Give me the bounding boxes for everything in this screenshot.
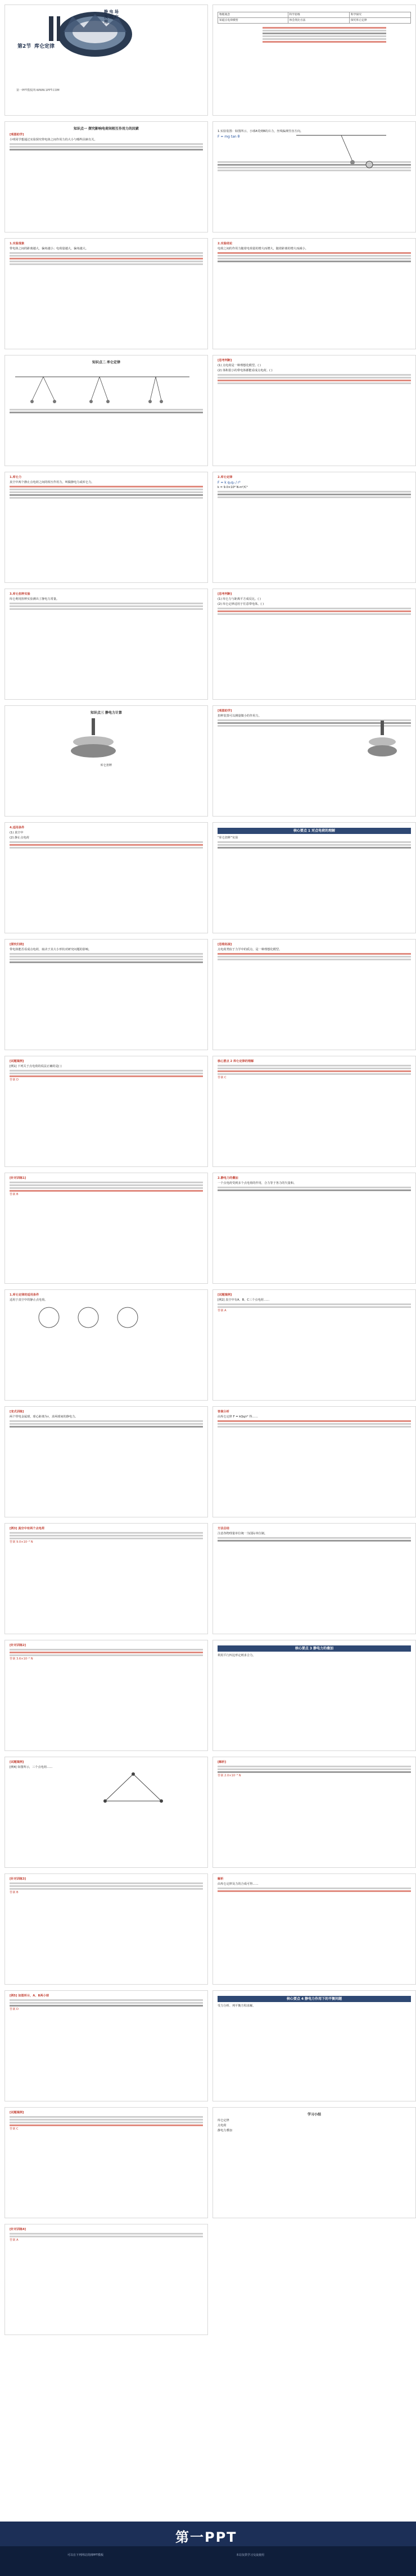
body-text: 注意各物理量单位统一为国际单位制。	[218, 1532, 268, 1535]
vertical-banner	[104, 10, 121, 25]
section-heading: 方法总结	[218, 1527, 229, 1530]
table-cell: 科学思维	[288, 12, 349, 18]
slide-39[interactable]	[4, 2224, 208, 2335]
section-heading: [观图助学]	[218, 709, 232, 713]
text-placeholder	[10, 1182, 203, 1192]
text-placeholder	[10, 1999, 203, 2007]
text-placeholder	[263, 27, 386, 43]
text-placeholder	[10, 1649, 203, 1656]
text-placeholder	[218, 1766, 411, 1773]
text-placeholder	[218, 1065, 411, 1075]
text-placeholder	[218, 1187, 411, 1191]
section-heading: 核心要点 2 库仑定律的理解	[218, 1060, 254, 1063]
table-cell: 知道点电荷模型	[218, 18, 288, 24]
text-placeholder	[218, 608, 411, 615]
answer-text: 答案 9.0×10⁻³ N	[10, 1540, 33, 1544]
text-placeholder	[218, 1537, 411, 1542]
banner-text: 静	[104, 10, 108, 14]
torsion-balance-icon	[66, 717, 122, 762]
slide-12[interactable]	[212, 589, 416, 700]
text-placeholder	[10, 841, 203, 849]
slide-7[interactable]	[4, 355, 208, 466]
footer-left-note: 可以在下列网站找到PPT模板	[67, 2554, 104, 2557]
banner-text: 应	[114, 15, 119, 19]
chapter-number: 第2节	[17, 44, 31, 49]
text-placeholder	[218, 491, 411, 498]
slide-25[interactable]	[4, 1406, 208, 1517]
section-heading: [试题案例]	[10, 1060, 24, 1063]
pendulum-row-diagram	[10, 372, 195, 406]
banner-text: 及	[104, 15, 108, 19]
answer-text: 答案 B	[10, 1193, 19, 1196]
answer-text: 答案 D	[10, 2008, 19, 2011]
body-text: 电荷之间的作用力随着电荷量的增大而增大，随着距离的增大而减小。	[218, 247, 308, 250]
banner-text: 场	[114, 10, 119, 14]
body-text: 由库仑定律及力的合成可得……	[218, 1882, 259, 1886]
body-text: 适用于真空中的静止点电荷。	[10, 1298, 48, 1302]
text-placeholder	[10, 1070, 203, 1077]
text-placeholder	[218, 1420, 411, 1428]
question-text: [例4] 如图所示，三个点电荷……	[10, 1766, 53, 1769]
slide-14[interactable]	[212, 705, 416, 817]
section-heading: [思考判断]	[218, 359, 232, 362]
body-text: 小明同学想通过实验探究带电体之间作用力的大小与哪些因素有关。	[10, 138, 97, 142]
slide-32[interactable]	[212, 1757, 416, 1868]
slide-13[interactable]	[4, 705, 208, 817]
section-heading: [思维拓展]	[218, 943, 232, 946]
list-item: (2) 静止点电荷	[10, 836, 29, 840]
table-cell: 科学探究	[349, 12, 410, 18]
slide-10[interactable]	[212, 472, 416, 583]
body-text: 带电体能否看成点电荷，取决于其大小形状对研究问题的影响。	[10, 948, 92, 951]
section-heading: [变式训练]	[10, 1410, 24, 1414]
banner-text: 其	[109, 15, 114, 19]
body-text: 由库仑定律 F = kQq/r² 得……	[218, 1415, 258, 1419]
answer-text: 答案 B	[10, 1891, 19, 1894]
objectives-table	[218, 12, 411, 24]
slide-35[interactable]	[4, 1990, 208, 2101]
answer-text: 答案 D	[10, 1078, 19, 1082]
torsion-balance-icon	[366, 721, 400, 760]
section-heading: 2.静电力的叠加	[218, 1177, 238, 1180]
section-heading: 1.库仑定律的适用条件	[10, 1293, 39, 1297]
knowledge-title: 知识点一 探究影响电荷间相互作用力的因素	[73, 127, 139, 131]
triangle-charges-diagram	[100, 1771, 167, 1804]
body-text: 两个带电金属球，球心距离为r，求两球间的静电力。	[10, 1415, 78, 1419]
slide-33[interactable]	[4, 1873, 208, 1985]
slide-11[interactable]	[4, 589, 208, 700]
slide-19[interactable]	[4, 1056, 208, 1167]
text-placeholder	[10, 143, 203, 151]
body-text: 库仑利用扭秤实验测出了静电力常量。	[10, 598, 60, 601]
text-placeholder	[218, 374, 411, 384]
slide-9[interactable]	[4, 472, 208, 583]
footer-banner	[0, 2522, 416, 2576]
knowledge-title: 知识点三 静电力计算	[90, 711, 123, 715]
section-heading: [针对训练4]	[10, 2228, 26, 2231]
section-heading: 4.适用条件	[10, 826, 25, 829]
slide-23[interactable]	[4, 1289, 208, 1401]
text-placeholder	[10, 2233, 203, 2237]
list-item: 静电力叠加	[218, 2129, 232, 2132]
slide-27[interactable]	[4, 1523, 208, 1634]
text-placeholder	[218, 1303, 411, 1308]
text-placeholder	[10, 603, 203, 610]
formula: F = mg tan θ	[218, 135, 240, 139]
slide-18[interactable]	[212, 939, 416, 1050]
section-heading: 2.实验结论	[218, 242, 233, 245]
section-heading: [针对训练2]	[10, 1644, 26, 1647]
text-placeholder	[218, 841, 411, 849]
slide-26[interactable]	[212, 1406, 416, 1517]
body-text: 受力分析、列平衡方程求解。	[218, 2004, 256, 2008]
text-placeholder	[10, 1882, 203, 1890]
section-heading: [针对训练3]	[10, 1877, 26, 1881]
section-heading: [试题案例]	[10, 2111, 24, 2114]
section-heading: [例5] 如图所示，A、B两小球	[10, 1994, 49, 1998]
slide-24[interactable]	[212, 1289, 416, 1401]
body-text: 一个点电荷受到多个点电荷的作用，合力等于各力的矢量和。	[218, 1182, 297, 1185]
section-heading: [针对训练1]	[10, 1177, 26, 1180]
text-placeholder	[10, 486, 203, 499]
question-item: (1) 点电荷是一种理想化模型。( )	[218, 364, 261, 367]
slide-34[interactable]	[212, 1873, 416, 1985]
body-text: 利用平行四边形定则求合力。	[218, 1654, 256, 1657]
slide-17[interactable]	[4, 939, 208, 1050]
text-placeholder	[218, 953, 411, 960]
slide-6[interactable]	[212, 238, 416, 349]
slide-21[interactable]	[4, 1173, 208, 1284]
slide-20[interactable]	[212, 1056, 416, 1167]
slide-4[interactable]	[212, 121, 416, 232]
section-heading: [例3] 真空中有两个点电荷	[10, 1527, 45, 1530]
body-text: 带电体之间的距离越大，偏角越小；电荷量越大，偏角越大。	[10, 247, 89, 250]
list-item: 库仑定律	[218, 2119, 229, 2122]
text-placeholder	[10, 1532, 203, 1539]
body-text: “库仑扭秤”实验	[218, 836, 238, 840]
site-url: 第一PPT模板网-WWW.1PPT.COM	[16, 89, 60, 92]
slide-38[interactable]	[212, 2107, 416, 2218]
answer-text: 答案 3.6×10⁻² N	[10, 1657, 33, 1661]
core-banner: 核心要点 1 对点电荷的理解	[218, 828, 411, 834]
formula: F = k q₁q₂ / r²	[218, 481, 241, 485]
section-heading: 答案分析	[218, 1410, 229, 1414]
slide-30[interactable]	[212, 1640, 416, 1751]
footer-right-note: 本站仅供学习交流使用	[236, 2554, 265, 2557]
slide-16[interactable]	[212, 822, 416, 933]
section-label: [观图助学]	[10, 133, 24, 136]
section-heading: 1.库仑力	[10, 476, 22, 479]
section-heading: [试题案例]	[218, 1293, 232, 1297]
knowledge-title: 知识点二 库仑定律	[92, 361, 121, 364]
question-item: (2) 体积很小的带电体都能看成点电荷。( )	[218, 369, 273, 372]
question-item: (2) 库仑定律适用于任意带电体。( )	[218, 603, 264, 606]
table-cell: 探究库仑定律	[349, 18, 410, 24]
body-text: 真空中两个静止点电荷之间的相互作用力，叫做静电力或库仑力。	[10, 481, 94, 484]
slide-2[interactable]	[212, 4, 416, 116]
banner-text: 电	[109, 10, 114, 14]
question-text: [例1] 下列关于点电荷的说法正确的是( )	[10, 1065, 62, 1068]
table-cell: 体会类比方法	[288, 18, 349, 24]
slide-22[interactable]	[212, 1173, 416, 1284]
text-placeholder	[218, 1887, 411, 1892]
slide-29[interactable]	[4, 1640, 208, 1751]
title-slide[interactable]	[4, 4, 208, 116]
body-text: 扭秤装置可以测量微小的作用力。	[218, 714, 261, 718]
section-heading: 解析	[218, 1877, 224, 1881]
body-text: 点电荷类似于力学中的质点，是一种理想化模型。	[218, 948, 282, 951]
list-item: (1) 真空中	[10, 831, 24, 835]
table-cell: 物理观念	[218, 12, 288, 18]
slide-15[interactable]	[4, 822, 208, 933]
answer-text: 答案 C	[218, 1076, 227, 1079]
charged-spheres-diagram	[32, 1303, 144, 1332]
answer-text: 答案 C	[10, 2127, 19, 2131]
brand-logo[interactable]: 第一PPT	[175, 2529, 237, 2545]
pendulum-diagram	[285, 133, 397, 172]
text-placeholder	[10, 252, 203, 265]
section-heading: [解析]	[218, 1761, 227, 1764]
text-placeholder	[218, 252, 411, 262]
core-banner: 核心要点 3 静电力的叠加	[218, 1645, 411, 1652]
text-placeholder	[10, 409, 203, 413]
summary-title: 学习小结	[307, 2113, 321, 2117]
slide-37[interactable]	[4, 2107, 208, 2218]
core-banner: 核心要点 4 静电力作用下的平衡问题	[218, 1996, 411, 2002]
section-heading: 1.实验现象	[10, 242, 25, 245]
question-item: (1) 库仑力与距离平方成反比。( )	[218, 598, 261, 601]
list-item: 点电荷	[218, 2124, 227, 2127]
book-stack-icon	[58, 12, 132, 57]
banner-text: 用	[104, 20, 108, 24]
figure-caption: 库仑扭秤	[100, 764, 112, 767]
slide-3[interactable]	[4, 121, 208, 232]
slide-5[interactable]	[4, 238, 208, 349]
question-text: [例2] 真空中有A、B、C三个点电荷……	[218, 1298, 270, 1302]
constant-text: k = 9.0×10⁹ N·m²/C²	[218, 486, 248, 489]
answer-text: 答案 2.0×10⁻³ N	[218, 1774, 241, 1777]
section-heading: [思考判断]	[218, 592, 232, 596]
answer-text: 答案 A	[218, 1309, 227, 1312]
text-placeholder	[10, 953, 203, 963]
section-heading: 2.库仑定律	[218, 476, 233, 479]
section-heading: [试题案例]	[10, 1761, 24, 1764]
answer-text: 答案 A	[10, 2238, 19, 2242]
slide-31[interactable]	[4, 1757, 208, 1868]
body-text: 1.实验装置：如图所示，小球A受到B的斥力，丝线偏离竖直方向。	[218, 130, 304, 133]
section-heading: 3.库仑扭秤实验	[10, 592, 30, 596]
text-placeholder	[10, 1420, 203, 1428]
slide-28[interactable]	[212, 1523, 416, 1634]
slide-title: 库仑定律	[34, 44, 55, 49]
slide-36[interactable]	[212, 1990, 416, 2101]
section-heading: [探究归纳]	[10, 943, 24, 946]
text-placeholder	[10, 2116, 203, 2126]
slide-8[interactable]	[212, 355, 416, 466]
